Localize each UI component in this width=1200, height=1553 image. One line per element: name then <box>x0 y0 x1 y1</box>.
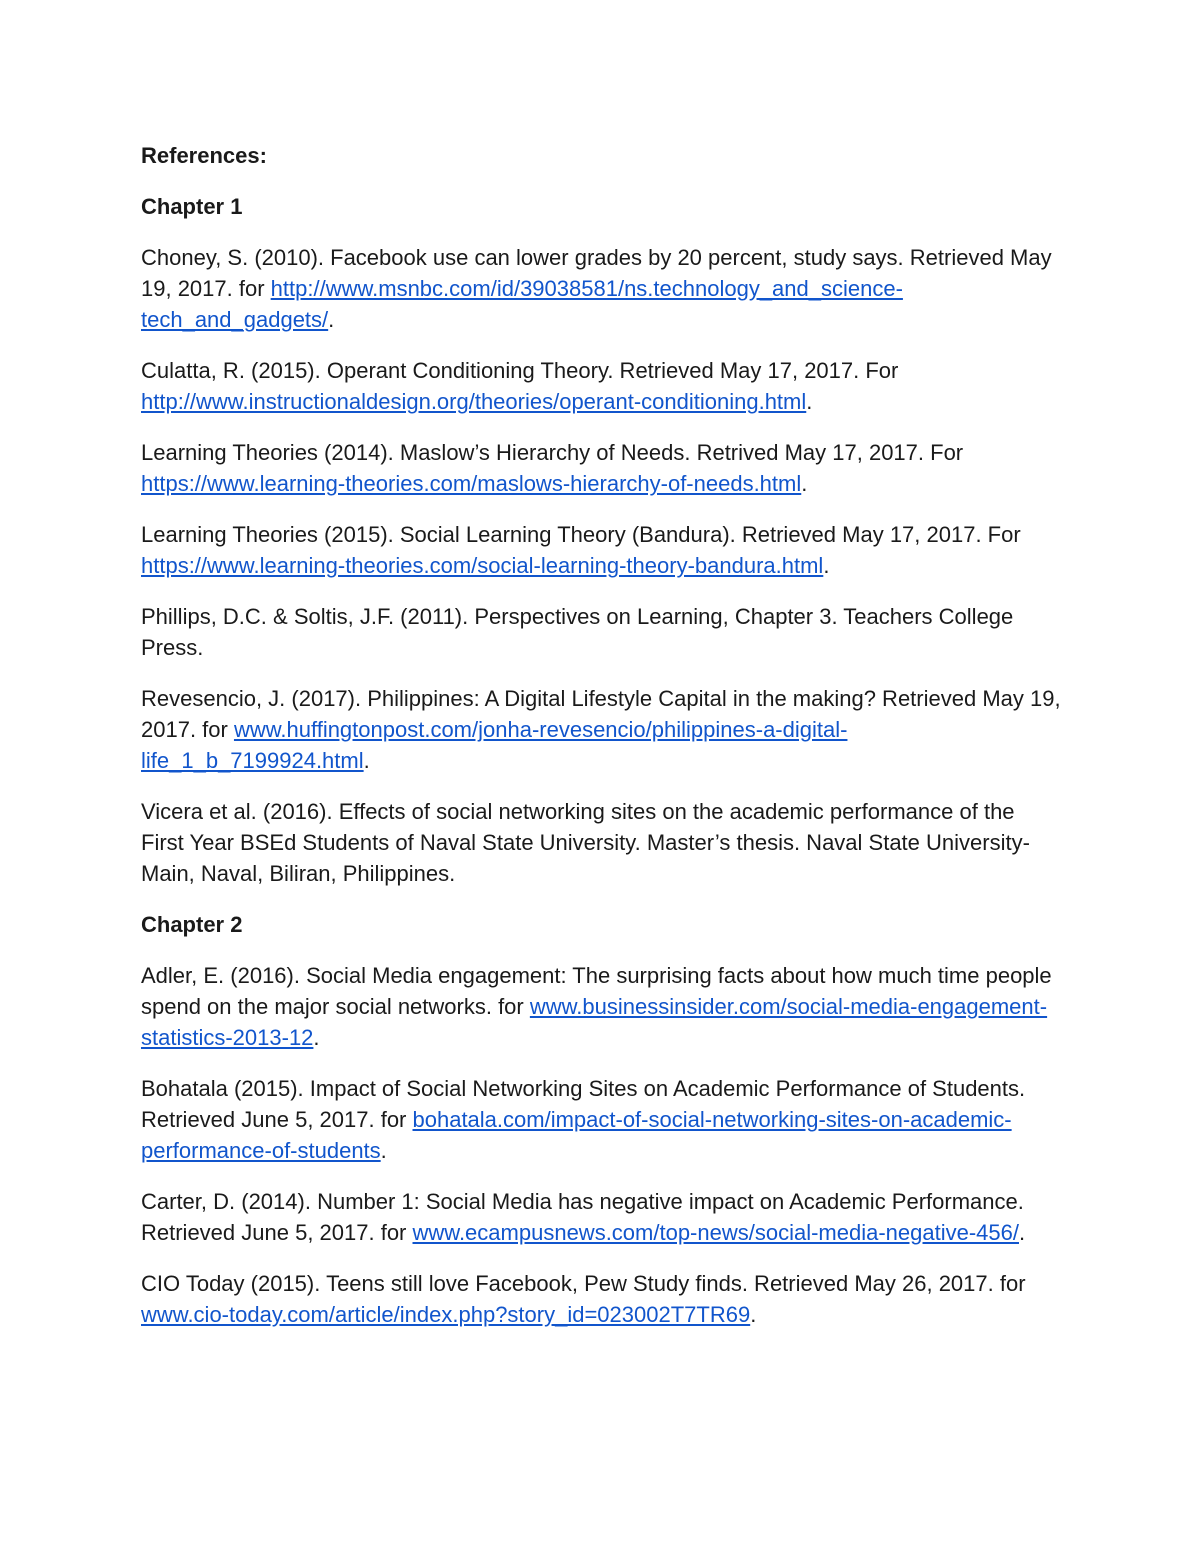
reference-entry <box>141 437 1061 499</box>
reference-text: Adler, E. (2016). Social Media engagement: The surprising facts about how much time people spend on the major social networks. for <box>141 963 1052 1019</box>
reference-trailing: . <box>380 1138 387 1163</box>
reference-link[interactable]: www.businessinsider.com/social-media-engagement-statistics-2013-12 <box>141 994 1048 1050</box>
reference-text: Choney, S. (2010). Facebook use can lower grades by 20 percent, study says. Retrieved May 19, 2017. for <box>141 245 1052 301</box>
reference-text: Learning Theories (2014). Maslow’s Hierarchy of Needs. Retrived May 17, 2017. For <box>141 440 964 465</box>
reference-trailing: . <box>750 1302 757 1327</box>
references-heading: References: <box>141 143 267 168</box>
reference-trailing: . <box>313 1025 320 1050</box>
reference-entry <box>141 242 1061 335</box>
reference-trailing: . <box>363 748 370 773</box>
reference-entry <box>141 960 1061 1053</box>
reference-entry <box>141 1186 1061 1248</box>
reference-text: Phillips, D.C. & Soltis, J.F. (2011). Perspectives on Learning, Chapter 3. Teachers College Press. <box>141 604 1014 660</box>
reference-trailing: . <box>801 471 808 496</box>
reference-text: Carter, D. (2014). Number 1: Social Media has negative impact on Academic Performance. Retrieved June 5, 2017. for <box>141 1189 1024 1245</box>
reference-link[interactable]: https://www.learning-theories.com/social-learning-theory-bandura.html <box>141 553 824 578</box>
reference-entry <box>141 601 1061 663</box>
reference-link[interactable]: www.cio-today.com/article/index.php?story_id=023002T7TR69 <box>141 1302 751 1327</box>
reference-link[interactable]: https://www.learning-theories.com/maslows-hierarchy-of-needs.html <box>141 471 802 496</box>
reference-text: Learning Theories (2015). Social Learning Theory (Bandura). Retrieved May 17, 2017. For <box>141 522 1021 547</box>
reference-entry <box>141 1073 1061 1166</box>
reference-text: Culatta, R. (2015). Operant Conditioning Theory. Retrieved May 17, 2017. For <box>141 358 899 383</box>
reference-trailing: . <box>823 553 830 578</box>
chapter-2-heading: Chapter 2 <box>141 912 243 937</box>
document-page <box>141 140 1061 1350</box>
reference-trailing: . <box>328 307 335 332</box>
reference-trailing: . <box>1019 1220 1026 1245</box>
reference-link[interactable]: www.huffingtonpost.com/jonha-revesencio/philippines-a-digital-life_1_b_7199924.html <box>141 717 848 773</box>
reference-text: CIO Today (2015). Teens still love Facebook, Pew Study finds. Retrieved May 26, 2017. for <box>141 1271 1026 1296</box>
reference-link[interactable]: bohatala.com/impact-of-social-networking-sites-on-academic-performance-of-students <box>141 1107 1012 1163</box>
reference-link[interactable]: www.ecampusnews.com/top-news/social-media-negative-456/ <box>412 1220 1019 1245</box>
reference-entry <box>141 355 1061 417</box>
reference-text: Vicera et al. (2016). Effects of social networking sites on the academic performance of the First Year BSEd Students of Naval State University. Master’s thesis. Naval State University-Main, Naval, Biliran, Philippines. <box>141 799 1030 886</box>
reference-link[interactable]: http://www.instructionaldesign.org/theories/operant-conditioning.html <box>141 389 807 414</box>
reference-entry <box>141 796 1061 889</box>
chapter-1-heading: Chapter 1 <box>141 194 243 219</box>
reference-text: Revesencio, J. (2017). Philippines: A Digital Lifestyle Capital in the making? Retrieved May 19, 2017. for <box>141 686 1061 742</box>
reference-entry <box>141 519 1061 581</box>
reference-link[interactable]: http://www.msnbc.com/id/39038581/ns.technology_and_science-tech_and_gadgets/ <box>141 276 903 332</box>
reference-entry <box>141 683 1061 776</box>
reference-entry <box>141 1268 1061 1330</box>
reference-text: Bohatala (2015). Impact of Social Networking Sites on Academic Performance of Students. Retrieved June 5, 2017. for <box>141 1076 1026 1132</box>
reference-trailing: . <box>806 389 813 414</box>
